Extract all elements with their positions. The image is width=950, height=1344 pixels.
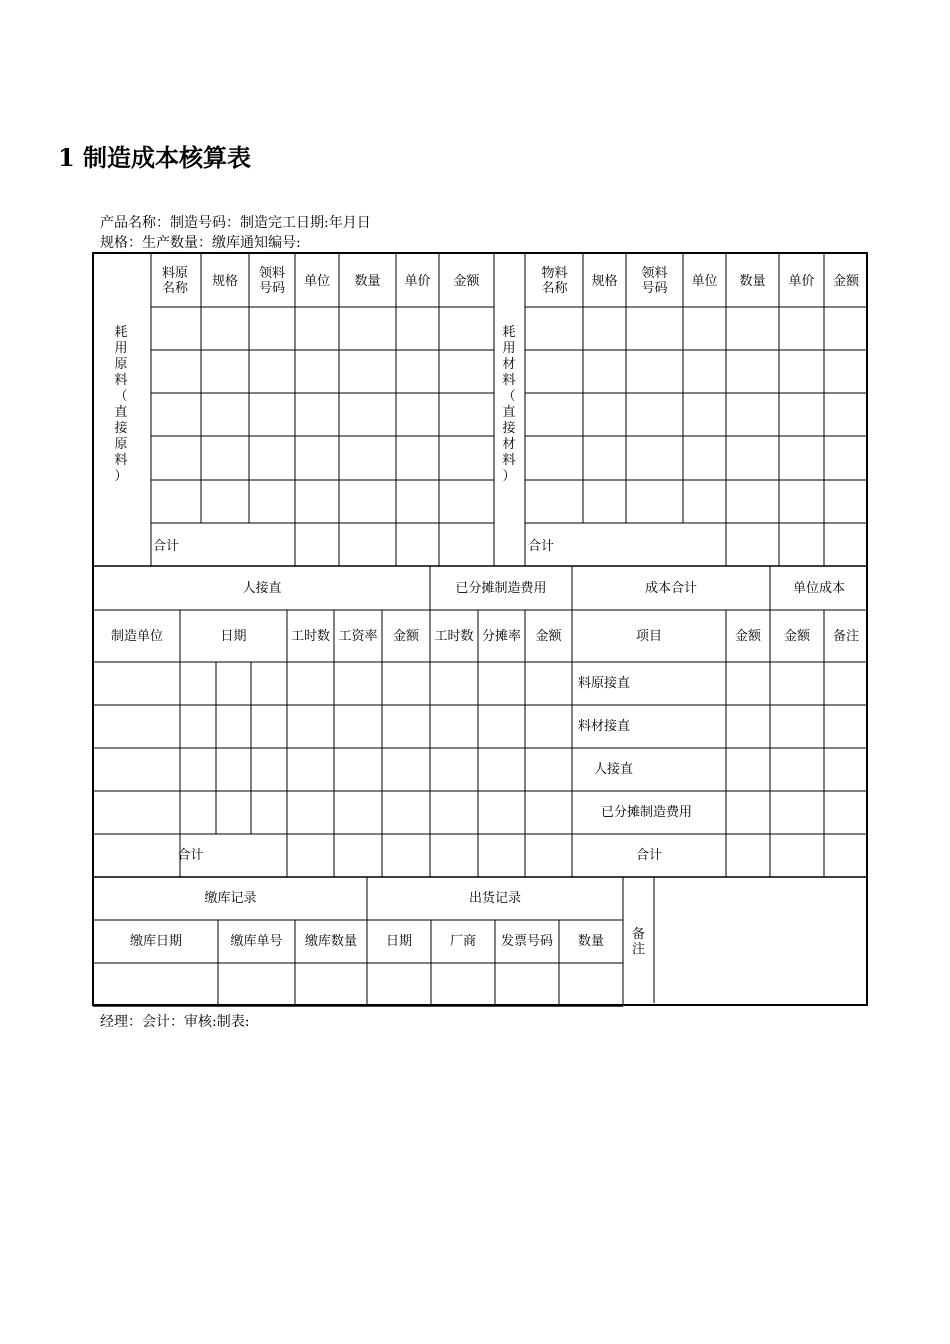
- shipment-date-header: 日期: [385, 934, 412, 949]
- side-label-glyph: 料: [114, 373, 128, 388]
- left-subtotal-label: 合计: [153, 538, 180, 554]
- shipment-record-header: 出货记录: [468, 891, 521, 906]
- allocated-overhead-header: 已分摊制造费用: [455, 580, 547, 596]
- side-label-glyph: 接: [114, 421, 128, 436]
- side-label-glyph: 料: [114, 453, 128, 468]
- unit-cost-header: 单位成本: [792, 580, 845, 596]
- right-material-side-label: [498, 325, 520, 484]
- left-unit-price-header: 单价: [404, 273, 431, 289]
- wage-rate-header: 工资率: [338, 628, 378, 644]
- stock-in-record-header: 缴库记录: [204, 891, 257, 906]
- right-requisition-header: 领料 号码: [641, 266, 668, 296]
- side-label-glyph: 材: [502, 357, 516, 372]
- overhead-hours-header: 工时数: [434, 628, 474, 644]
- left-quantity-header: 数量: [354, 273, 381, 289]
- document-title: 1 制造成本核算表: [58, 143, 252, 172]
- right-amount-header: 金额: [832, 273, 859, 289]
- cost-item-overhead: 已分摊制造费用: [601, 805, 693, 820]
- cost-item-direct-material: 料原接直: [578, 676, 631, 691]
- side-label-glyph: 接: [502, 421, 516, 436]
- right-unit-header: 单位: [691, 273, 718, 289]
- cost-total-header: 成本合计: [644, 580, 697, 596]
- side-label-glyph: 耗: [114, 325, 128, 340]
- side-label-glyph: 原: [114, 357, 128, 372]
- item-header: 项目: [635, 628, 662, 644]
- right-unit-price-header: 单价: [788, 273, 815, 289]
- side-label-glyph: 料: [502, 373, 516, 388]
- invoice-no-header: 发票号码: [500, 934, 553, 949]
- unit-cost-amount-header: 金额: [783, 628, 810, 644]
- signature-footer: 经理：会计：审核:制表:: [100, 1014, 250, 1030]
- side-label-glyph: 直: [502, 405, 516, 420]
- right-quantity-header: 数量: [739, 273, 766, 289]
- left-material-name-header: 料原 名称: [161, 266, 188, 296]
- cost-item-direct-labor: 人接直: [594, 762, 634, 777]
- mfg-unit-header: 制造单位: [110, 628, 163, 644]
- side-label-glyph: 耗: [502, 325, 516, 340]
- alloc-rate-header: 分摊率: [481, 628, 521, 644]
- side-label-glyph: ）: [502, 469, 516, 484]
- side-label-glyph: 用: [114, 341, 128, 356]
- stock-in-no-header: 缴库单号: [230, 934, 283, 949]
- cost-item-direct-supplies: 料材接直: [578, 719, 631, 734]
- side-label-glyph: （: [502, 389, 516, 404]
- side-label-glyph: 原: [114, 437, 128, 452]
- left-material-side-label: [110, 325, 132, 484]
- side-label-glyph: 直: [114, 405, 128, 420]
- direct-labor-header: 人接直: [242, 580, 282, 596]
- right-material-name-header: 物料 名称: [541, 266, 568, 296]
- stock-in-qty-header: 缴库数量: [304, 934, 357, 949]
- shipment-qty-header: 数量: [577, 934, 604, 949]
- right-subtotal-label: 合计: [528, 538, 555, 554]
- date-header: 日期: [220, 628, 247, 644]
- left-requisition-header: 领料 号码: [258, 266, 285, 296]
- labor-amount-header: 金额: [392, 628, 419, 644]
- overhead-amount-header: 金额: [535, 628, 562, 644]
- cost-subtotal-label: 合计: [635, 848, 662, 863]
- labor-hours-header: 工时数: [290, 628, 330, 644]
- meta-line-product: 产品名称：制造号码：制造完工日期:年月日: [100, 215, 371, 231]
- side-label-glyph: 料: [502, 453, 516, 468]
- meta-line-spec: 规格：生产数量：缴库通知编号:: [100, 235, 301, 251]
- remark-header: 备注: [832, 628, 859, 644]
- labor-subtotal-label: 合计: [177, 848, 204, 863]
- right-spec-header: 规格: [591, 273, 618, 289]
- vendor-header: 厂商: [449, 934, 476, 949]
- stock-in-date-header: 缴库日期: [129, 934, 182, 949]
- side-label-glyph: ）: [114, 469, 128, 484]
- cost-amount-header: 金额: [734, 628, 761, 644]
- side-label-glyph: （: [114, 389, 128, 404]
- side-label-glyph: 材: [502, 437, 516, 452]
- left-unit-header: 单位: [303, 273, 330, 289]
- left-amount-header: 金额: [453, 273, 480, 289]
- left-spec-header: 规格: [211, 273, 238, 289]
- side-label-glyph: 用: [502, 341, 516, 356]
- warehouse-remark-label: 备 注: [631, 926, 645, 957]
